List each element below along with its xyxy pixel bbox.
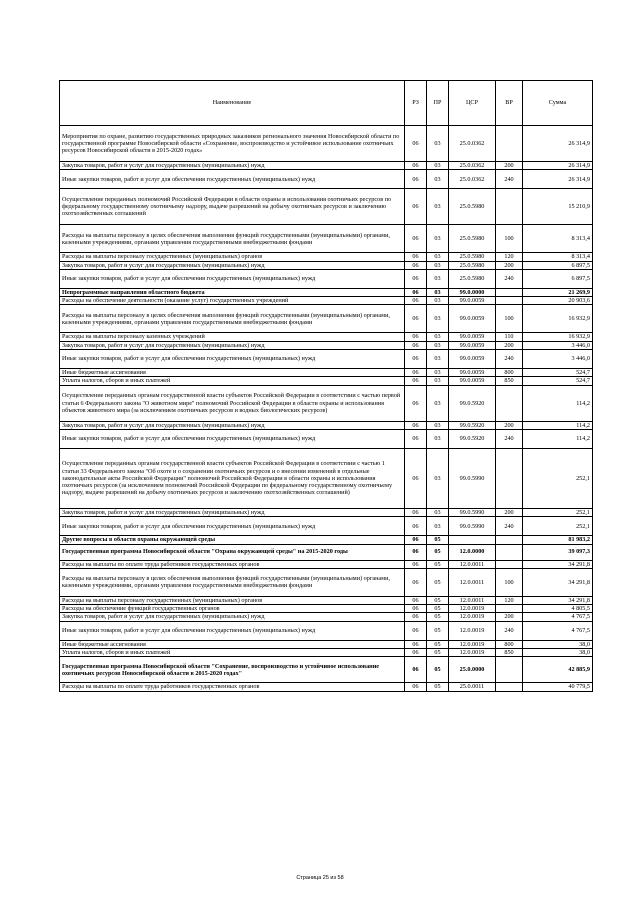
- cell-sum: 81 983,2: [523, 536, 593, 544]
- cell-csr: 99.0.5920: [449, 385, 496, 421]
- table-row: [60, 517, 593, 536]
- cell-rz: 06: [405, 605, 427, 613]
- table-row: [60, 126, 593, 162]
- cell-csr: 99.0.0059: [449, 350, 496, 369]
- cell-name: Расходы на выплаты персоналу казенных учреждений: [60, 333, 405, 341]
- cell-pr: 03: [427, 369, 449, 377]
- cell-pr: 03: [427, 421, 449, 429]
- cell-sum: 4 767,5: [523, 613, 593, 621]
- cell-sum: 114,2: [523, 429, 593, 448]
- cell-vr: [496, 683, 523, 691]
- cell-rz: 06: [405, 341, 427, 349]
- cell-csr: 25.0.0000: [449, 657, 496, 683]
- cell-sum: 26 314,9: [523, 162, 593, 170]
- cell-sum: 16 932,9: [523, 305, 593, 333]
- cell-rz: 06: [405, 333, 427, 341]
- cell-name: Расходы на выплаты по оплате труда работников государственных органов: [60, 560, 405, 568]
- cell-csr: 25.0.0362: [449, 162, 496, 170]
- table-row: [60, 649, 593, 657]
- cell-csr: 12.0.0011: [449, 560, 496, 568]
- cell-vr: [496, 536, 523, 544]
- cell-csr: 25.0.5980: [449, 269, 496, 288]
- cell-pr: 03: [427, 517, 449, 536]
- cell-rz: 06: [405, 536, 427, 544]
- table-header-row: [60, 81, 593, 126]
- cell-vr: 120: [496, 596, 523, 604]
- table-row: [60, 333, 593, 341]
- cell-vr: 240: [496, 517, 523, 536]
- cell-sum: 114,2: [523, 385, 593, 421]
- table-row: [60, 288, 593, 296]
- cell-sum: 3 446,0: [523, 350, 593, 369]
- cell-pr: 03: [427, 288, 449, 296]
- cell-name: Расходы на выплаты персоналу в целях обеспечения выполнения функций государственными (муниципальными) органами, казенными учреждениями, органами управления государственными внебюджетными фондами: [60, 568, 405, 596]
- header-vr: ВР: [496, 81, 523, 126]
- cell-sum: 4 767,5: [523, 621, 593, 640]
- cell-vr: 240: [496, 621, 523, 640]
- cell-csr: [449, 536, 496, 544]
- table-row: [60, 253, 593, 261]
- cell-sum: 8 313,4: [523, 253, 593, 261]
- table-row: [60, 536, 593, 544]
- cell-rz: 06: [405, 517, 427, 536]
- table-body: [60, 126, 593, 692]
- cell-rz: 06: [405, 621, 427, 640]
- cell-vr: [496, 385, 523, 421]
- cell-name: Закупка товаров, работ и услуг для государственных (муниципальных) нужд: [60, 341, 405, 349]
- cell-rz: 06: [405, 657, 427, 683]
- cell-rz: 06: [405, 683, 427, 691]
- cell-rz: 06: [405, 305, 427, 333]
- cell-rz: 06: [405, 369, 427, 377]
- cell-name: Закупка товаров, работ и услуг для государственных (муниципальных) нужд: [60, 508, 405, 516]
- cell-csr: 25.0.0362: [449, 170, 496, 189]
- cell-vr: [496, 288, 523, 296]
- cell-csr: 25.0.0362: [449, 126, 496, 162]
- cell-sum: 6 897,5: [523, 269, 593, 288]
- cell-sum: 21 269,9: [523, 288, 593, 296]
- cell-vr: [496, 544, 523, 560]
- table-row: [60, 544, 593, 560]
- cell-rz: 06: [405, 350, 427, 369]
- table-row: [60, 162, 593, 170]
- cell-csr: 99.0.0000: [449, 288, 496, 296]
- table-row: [60, 385, 593, 421]
- cell-vr: 800: [496, 369, 523, 377]
- cell-name: Осуществление переданных органам государственной власти субъектов Российской Федерации в соответствии с частью первой статьи 6 Федерального закона "О животном мире" полномочий Российской Федерации в области охраны и использования объектов животного мира (за исключением охотничьих ресурсов и водных биологических ресурсов): [60, 385, 405, 421]
- table-row: [60, 350, 593, 369]
- cell-rz: 06: [405, 613, 427, 621]
- cell-name: Мероприятия по охране, развитию государственных природных заказников регионального значения Новосибирской области по государственной программе Новосибирской области «Сохранение, воспроизводство и устойчивое использование охотничьих ресурсов Новосибирской области в 2015-2020 годах»: [60, 126, 405, 162]
- table-row: [60, 448, 593, 508]
- cell-vr: [496, 126, 523, 162]
- cell-sum: 20 903,6: [523, 297, 593, 305]
- cell-csr: 12.0.0011: [449, 596, 496, 604]
- header-pr: ПР: [427, 81, 449, 126]
- cell-rz: 06: [405, 377, 427, 385]
- cell-name: Расходы на выплаты персоналу государственных (муниципальных) органов: [60, 596, 405, 604]
- cell-vr: [496, 189, 523, 225]
- header-csr: ЦСР: [449, 81, 496, 126]
- cell-vr: 200: [496, 162, 523, 170]
- cell-csr: 99.0.5990: [449, 448, 496, 508]
- cell-name: Закупка товаров, работ и услуг для государственных (муниципальных) нужд: [60, 162, 405, 170]
- cell-vr: [496, 657, 523, 683]
- cell-rz: 06: [405, 448, 427, 508]
- cell-pr: 03: [427, 126, 449, 162]
- cell-csr: 99.0.5920: [449, 421, 496, 429]
- cell-sum: 26 314,9: [523, 126, 593, 162]
- cell-rz: 06: [405, 297, 427, 305]
- cell-pr: 03: [427, 333, 449, 341]
- cell-pr: 03: [427, 385, 449, 421]
- cell-name: Иные бюджетные ассигнования: [60, 640, 405, 648]
- cell-csr: 12.0.0019: [449, 605, 496, 613]
- cell-name: Осуществление переданных органам государственной власти субъектов Российской Федерации в соответствии с частью 1 статьи 33 Федерального закона "Об охоте и о сохранении охотничьих ресурсов и о внесении изменений в отдельные законодательные акты Российской Федерации" полномочий Российской Федерации в области охраны и использования охотничьих ресурсов (за исключением полномочий Российской Федерации по федеральному государственному охотничьему надзору, выдаче разрешений на добычу охотничьих ресурсов и заключению охотхозяйственных соглашений): [60, 448, 405, 508]
- cell-csr: 12.0.0019: [449, 640, 496, 648]
- cell-rz: 06: [405, 261, 427, 269]
- cell-vr: [496, 297, 523, 305]
- cell-name: Уплата налогов, сборов и иных платежей: [60, 377, 405, 385]
- cell-name: Иные закупки товаров, работ и услуг для обеспечения государственных (муниципальных) нужд: [60, 170, 405, 189]
- table-row: [60, 189, 593, 225]
- cell-vr: [496, 560, 523, 568]
- cell-vr: 240: [496, 269, 523, 288]
- cell-rz: 06: [405, 544, 427, 560]
- cell-name: Иные закупки товаров, работ и услуг для обеспечения государственных (муниципальных) нужд: [60, 621, 405, 640]
- cell-name: Иные бюджетные ассигнования: [60, 369, 405, 377]
- cell-rz: 06: [405, 649, 427, 657]
- table-row: [60, 508, 593, 516]
- cell-pr: 03: [427, 269, 449, 288]
- cell-csr: 25.0.0011: [449, 683, 496, 691]
- cell-sum: 38,0: [523, 649, 593, 657]
- budget-table: [59, 80, 593, 692]
- table-row: [60, 341, 593, 349]
- cell-pr: 05: [427, 640, 449, 648]
- table-row: [60, 596, 593, 604]
- table-row: [60, 297, 593, 305]
- cell-pr: 05: [427, 568, 449, 596]
- cell-csr: 99.0.5990: [449, 508, 496, 516]
- cell-sum: 114,2: [523, 421, 593, 429]
- cell-name: Осуществление переданных полномочий Российской Федерации в области охраны и использования охотничьих ресурсов по федеральному государственному охотничьему надзору, выдаче разрешений на добычу охотничьих ресурсов и заключению охотхозяйственных соглашений: [60, 189, 405, 225]
- cell-vr: 200: [496, 508, 523, 516]
- cell-csr: 99.0.5920: [449, 429, 496, 448]
- cell-sum: 6 897,5: [523, 261, 593, 269]
- cell-pr: 05: [427, 596, 449, 604]
- cell-csr: 99.0.0059: [449, 305, 496, 333]
- table-row: [60, 560, 593, 568]
- cell-pr: 05: [427, 657, 449, 683]
- cell-name: Закупка товаров, работ и услуг для государственных (муниципальных) нужд: [60, 421, 405, 429]
- cell-csr: 12.0.0019: [449, 621, 496, 640]
- table-row: [60, 305, 593, 333]
- cell-pr: 05: [427, 613, 449, 621]
- cell-vr: 800: [496, 640, 523, 648]
- cell-sum: 524,7: [523, 377, 593, 385]
- table-row: [60, 640, 593, 648]
- table-row: [60, 170, 593, 189]
- cell-pr: 03: [427, 429, 449, 448]
- cell-csr: 25.0.5980: [449, 225, 496, 253]
- cell-rz: 06: [405, 385, 427, 421]
- cell-vr: 120: [496, 253, 523, 261]
- cell-rz: 06: [405, 288, 427, 296]
- cell-sum: 39 097,3: [523, 544, 593, 560]
- table-row: [60, 369, 593, 377]
- cell-csr: 12.0.0011: [449, 568, 496, 596]
- cell-name: Уплата налогов, сборов и иных платежей: [60, 649, 405, 657]
- cell-name: Расходы на обеспечение функций государственных органов: [60, 605, 405, 613]
- cell-sum: 40 779,5: [523, 683, 593, 691]
- table-row: [60, 421, 593, 429]
- cell-rz: 06: [405, 269, 427, 288]
- cell-pr: 03: [427, 508, 449, 516]
- cell-name: Расходы на выплаты персоналу в целях обеспечения выполнения функций государственными (муниципальными) органами, казенными учреждениями, органами управления государственными внебюджетными фондами: [60, 305, 405, 333]
- cell-csr: 12.0.0019: [449, 613, 496, 621]
- cell-sum: 3 446,0: [523, 341, 593, 349]
- cell-sum: 4 805,5: [523, 605, 593, 613]
- cell-rz: 06: [405, 640, 427, 648]
- cell-pr: 03: [427, 162, 449, 170]
- table-row: [60, 225, 593, 253]
- header-rz: РЗ: [405, 81, 427, 126]
- cell-vr: 100: [496, 225, 523, 253]
- header-name: Наименование: [60, 81, 405, 126]
- cell-pr: 03: [427, 350, 449, 369]
- cell-pr: 03: [427, 170, 449, 189]
- cell-pr: 03: [427, 189, 449, 225]
- table-row: [60, 377, 593, 385]
- cell-vr: 850: [496, 649, 523, 657]
- table-row: [60, 621, 593, 640]
- table-row: [60, 613, 593, 621]
- cell-name: Государственная программа Новосибирской области "Сохранение, воспроизводство и устойчивое использование охотничьих ресурсов Новосибирской области в 2015-2020 годах": [60, 657, 405, 683]
- cell-rz: 06: [405, 560, 427, 568]
- cell-pr: 05: [427, 605, 449, 613]
- cell-vr: 100: [496, 568, 523, 596]
- cell-rz: 06: [405, 429, 427, 448]
- cell-rz: 06: [405, 508, 427, 516]
- cell-name: Непрограммные направления областного бюджета: [60, 288, 405, 296]
- cell-csr: 99.0.0059: [449, 369, 496, 377]
- cell-sum: 38,0: [523, 640, 593, 648]
- cell-sum: 524,7: [523, 369, 593, 377]
- cell-pr: 03: [427, 448, 449, 508]
- cell-name: Иные закупки товаров, работ и услуг для обеспечения государственных (муниципальных) нужд: [60, 517, 405, 536]
- cell-csr: 25.0.5980: [449, 261, 496, 269]
- cell-pr: 03: [427, 253, 449, 261]
- cell-sum: 252,1: [523, 517, 593, 536]
- cell-name: Закупка товаров, работ и услуг для государственных (муниципальных) нужд: [60, 613, 405, 621]
- cell-sum: 34 291,8: [523, 596, 593, 604]
- cell-name: Государственная программа Новосибирской области "Охрана окружающей среды" на 2015-2020 годы: [60, 544, 405, 560]
- cell-vr: 200: [496, 613, 523, 621]
- table-row: [60, 269, 593, 288]
- table-row: [60, 568, 593, 596]
- cell-vr: 240: [496, 350, 523, 369]
- cell-vr: 200: [496, 261, 523, 269]
- cell-pr: 05: [427, 621, 449, 640]
- cell-rz: 06: [405, 126, 427, 162]
- cell-rz: 06: [405, 189, 427, 225]
- cell-pr: 05: [427, 560, 449, 568]
- cell-pr: 05: [427, 683, 449, 691]
- table-row: [60, 429, 593, 448]
- cell-name: Иные закупки товаров, работ и услуг для обеспечения государственных (муниципальных) нужд: [60, 269, 405, 288]
- cell-csr: 99.0.5990: [449, 517, 496, 536]
- cell-csr: 99.0.0059: [449, 333, 496, 341]
- cell-pr: 03: [427, 261, 449, 269]
- cell-pr: 03: [427, 225, 449, 253]
- cell-name: Расходы на выплаты по оплате труда работников государственных органов: [60, 683, 405, 691]
- cell-pr: 05: [427, 649, 449, 657]
- cell-pr: 05: [427, 544, 449, 560]
- cell-csr: 99.0.0059: [449, 297, 496, 305]
- page-number: Страница 25 из 58: [296, 875, 344, 881]
- cell-vr: 200: [496, 341, 523, 349]
- cell-sum: 26 314,9: [523, 170, 593, 189]
- header-sum: Сумма: [523, 81, 593, 126]
- cell-sum: 34 291,8: [523, 568, 593, 596]
- cell-rz: 06: [405, 421, 427, 429]
- table-row: [60, 657, 593, 683]
- cell-pr: 03: [427, 305, 449, 333]
- cell-pr: 05: [427, 536, 449, 544]
- cell-vr: [496, 605, 523, 613]
- cell-rz: 06: [405, 596, 427, 604]
- cell-rz: 06: [405, 253, 427, 261]
- cell-name: Иные закупки товаров, работ и услуг для обеспечения государственных (муниципальных) нужд: [60, 429, 405, 448]
- cell-pr: 03: [427, 297, 449, 305]
- cell-rz: 06: [405, 568, 427, 596]
- cell-sum: 8 313,4: [523, 225, 593, 253]
- cell-vr: [496, 448, 523, 508]
- cell-vr: 240: [496, 170, 523, 189]
- cell-name: Другие вопросы в области охраны окружающей среды: [60, 536, 405, 544]
- cell-csr: 99.0.0059: [449, 377, 496, 385]
- cell-sum: 42 885,9: [523, 657, 593, 683]
- cell-pr: 03: [427, 377, 449, 385]
- cell-csr: 25.0.5980: [449, 253, 496, 261]
- cell-name: Расходы на выплаты персоналу государственных (муниципальных) органов: [60, 253, 405, 261]
- cell-name: Расходы на обеспечение деятельности (оказание услуг) государственных учреждений: [60, 297, 405, 305]
- cell-sum: 15 210,9: [523, 189, 593, 225]
- cell-csr: 12.0.0000: [449, 544, 496, 560]
- cell-vr: 850: [496, 377, 523, 385]
- cell-csr: 99.0.0059: [449, 341, 496, 349]
- table-row: [60, 261, 593, 269]
- cell-vr: 110: [496, 333, 523, 341]
- cell-rz: 06: [405, 225, 427, 253]
- cell-sum: 252,1: [523, 448, 593, 508]
- table-row: [60, 683, 593, 691]
- cell-name: Расходы на выплаты персоналу в целях обеспечения выполнения функций государственными (муниципальными) органами, казенными учреждениями, органами управления государственными внебюджетными фондами: [60, 225, 405, 253]
- cell-vr: 240: [496, 429, 523, 448]
- cell-sum: 34 291,8: [523, 560, 593, 568]
- cell-name: Иные закупки товаров, работ и услуг для обеспечения государственных (муниципальных) нужд: [60, 350, 405, 369]
- cell-sum: 16 932,9: [523, 333, 593, 341]
- cell-csr: 12.0.0019: [449, 649, 496, 657]
- cell-rz: 06: [405, 162, 427, 170]
- cell-csr: 25.0.5980: [449, 189, 496, 225]
- cell-vr: 200: [496, 421, 523, 429]
- cell-sum: 252,1: [523, 508, 593, 516]
- cell-rz: 06: [405, 170, 427, 189]
- cell-pr: 03: [427, 341, 449, 349]
- cell-vr: 100: [496, 305, 523, 333]
- cell-name: Закупка товаров, работ и услуг для государственных (муниципальных) нужд: [60, 261, 405, 269]
- table-row: [60, 605, 593, 613]
